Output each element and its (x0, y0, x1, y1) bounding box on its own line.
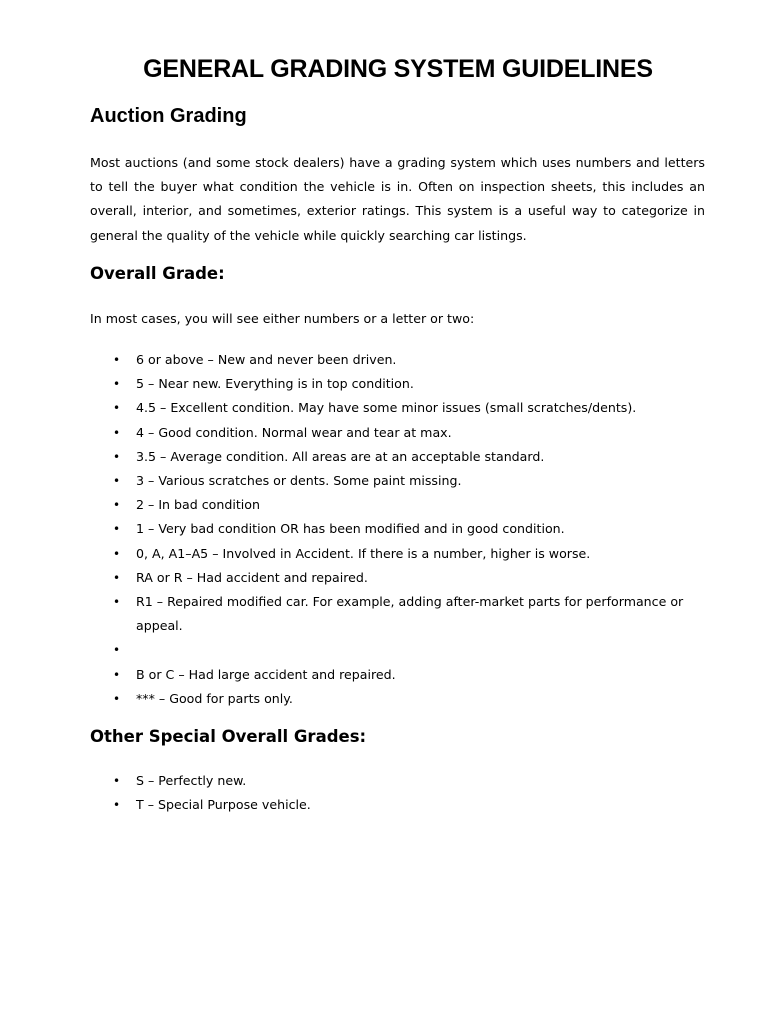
bullet-icon: • (113, 522, 121, 537)
list-item-text: 3.5 – Average condition. All areas are at an acceptable standard. (136, 448, 545, 464)
bullet-icon: • (113, 474, 121, 489)
list-item-text: 4 – Good condition. Normal wear and tear at max. (136, 424, 452, 440)
list-item-text: 0, A, A1–A5 – Involved in Accident. If there is a number, higher is worse. (136, 545, 591, 561)
list-item-text: 3 – Various scratches or dents. Some paint missing. (136, 473, 462, 489)
list-item-text: T – Special Purpose vehicle. (136, 797, 311, 813)
list-item-text: 6 or above – New and never been driven. (136, 352, 397, 367)
bullet-icon: • (113, 449, 121, 464)
list-item (90, 590, 710, 638)
list-item-text: 1 – Very bad condition OR has been modified and in good condition. (136, 521, 565, 537)
list-item (90, 687, 710, 711)
list-item (90, 348, 710, 372)
list-item (90, 372, 710, 396)
list-item-empty (90, 638, 710, 662)
special-grades-heading: Other Special Overall Grades: (90, 727, 367, 746)
auction-grading-paragraph: Most auctions (and some stock dealers) have a grading system which uses numbers and letters to tell the buyer what condition the vehicle is in. Often on inspection sheets, this includes an overall, interior, and sometimes, exterior ratings. This system is a useful way to categorize in general the quality of the vehicle while quickly searching car listings. (90, 155, 705, 243)
list-item-text: S – Perfectly new. (136, 773, 247, 788)
list-item-text: 5 – Near new. Everything is in top condition. (136, 376, 414, 392)
bullet-icon: • (113, 425, 121, 440)
bullet-icon: • (113, 401, 121, 416)
list-item (90, 493, 710, 517)
list-item-text: R1 – Repaired modified car. For example, adding after-market parts for performance or appeal. (136, 594, 684, 634)
list-item (90, 663, 710, 687)
bullet-icon: • (113, 595, 121, 610)
list-item (90, 542, 710, 566)
bullet-icon: • (113, 546, 121, 561)
bullet-icon: • (113, 691, 121, 706)
overall-grade-intro: In most cases, you will see either numbers or a letter or two: (90, 311, 475, 326)
list-item (90, 421, 710, 445)
section-heading-auction-grading: Auction Grading (90, 105, 247, 127)
list-item (90, 445, 710, 469)
bullet-icon: • (113, 377, 121, 392)
list-item (90, 769, 710, 793)
list-item-text: RA or R – Had accident and repaired. (136, 569, 368, 585)
special-grades-list (90, 769, 710, 817)
list-item-text: B or C – Had large accident and repaired. (136, 666, 396, 682)
bullet-icon: • (113, 774, 121, 788)
bullet-icon: • (113, 798, 121, 813)
bullet-icon: • (113, 353, 121, 367)
bullet-icon: • (113, 667, 121, 682)
list-item (90, 469, 710, 493)
list-item-text: 2 – In bad condition (136, 497, 260, 513)
overall-grade-list (90, 348, 710, 711)
list-item-text: 4.5 – Excellent condition. May have some minor issues (small scratches/dents). (136, 400, 637, 416)
bullet-icon: • (113, 643, 121, 658)
list-item (90, 566, 710, 590)
bullet-icon: • (113, 498, 121, 513)
list-item (90, 793, 710, 817)
list-item-text: *** – Good for parts only. (136, 690, 293, 706)
bullet-icon: • (113, 570, 121, 585)
list-item (90, 396, 710, 420)
document-title: GENERAL GRADING SYSTEM GUIDELINES (143, 55, 653, 83)
list-item (90, 517, 710, 541)
overall-grade-heading: Overall Grade: (90, 264, 225, 283)
